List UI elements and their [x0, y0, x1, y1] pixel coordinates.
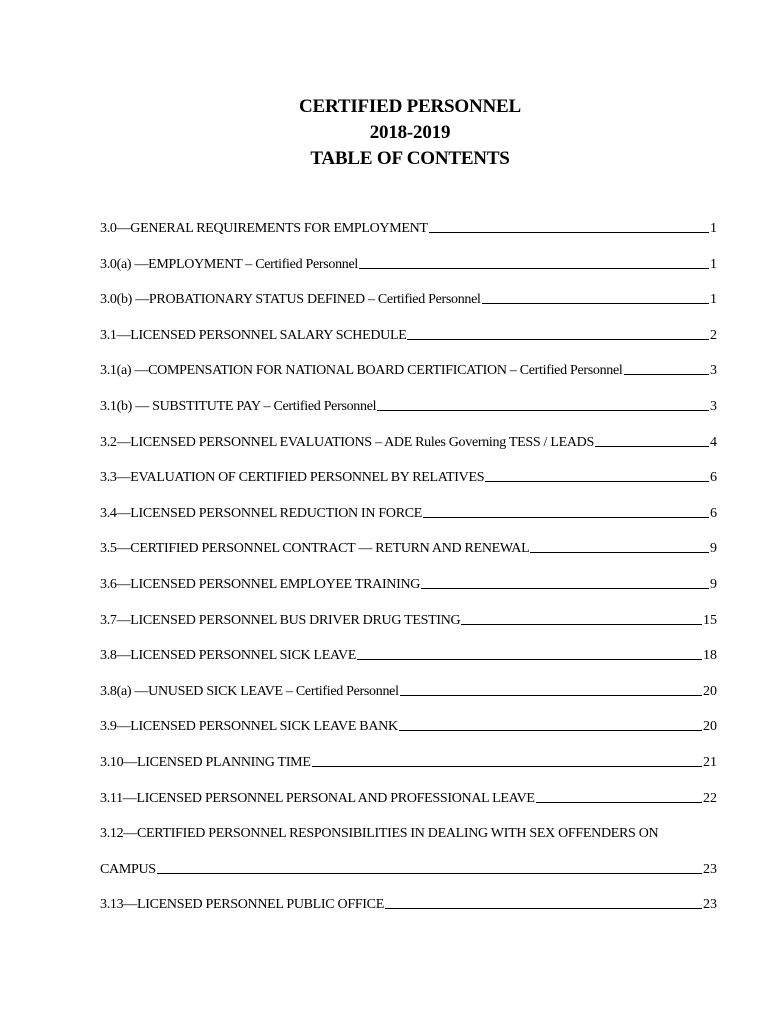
toc-entry-label: 3.0(a) —EMPLOYMENT – Certified Personnel	[100, 256, 358, 272]
toc-entry[interactable]	[100, 609, 717, 629]
toc-entry[interactable]	[100, 466, 717, 486]
toc-entry[interactable]	[100, 573, 717, 593]
toc-entry-page-number: 21	[703, 755, 717, 770]
toc-leader-line	[421, 588, 709, 589]
title-line-2: 2018-2019	[369, 122, 451, 143]
toc-entry[interactable]	[100, 288, 717, 308]
toc-leader-line	[385, 908, 702, 909]
toc-entry[interactable]	[100, 893, 717, 913]
toc-leader-line	[595, 446, 709, 447]
toc-entry-page-number: 22	[703, 790, 717, 806]
toc-leader-line	[423, 517, 709, 518]
toc-entry[interactable]	[100, 431, 717, 451]
toc-entry[interactable]	[100, 253, 717, 273]
toc-entry-label: 3.7—LICENSED PERSONNEL BUS DRIVER DRUG TESTING	[100, 612, 461, 628]
toc-entry-page-number: 18	[703, 648, 717, 664]
toc-entry-label: 3.8(a) —UNUSED SICK LEAVE – Certified Personnel	[100, 683, 399, 699]
toc-entry-label: CAMPUS	[100, 861, 156, 877]
toc-entry[interactable]	[100, 680, 717, 700]
toc-leader-line	[312, 766, 702, 767]
toc-entry[interactable]	[100, 715, 717, 735]
toc-leader-line	[536, 802, 702, 803]
toc-entry-page-number: 9	[710, 541, 717, 557]
toc-entry-page-number: 9	[710, 577, 717, 592]
toc-leader-line	[377, 410, 709, 411]
document-title	[0, 94, 770, 172]
title-line-1: CERTIFIED PERSONNEL	[299, 96, 521, 117]
toc-entry-label: 3.1—LICENSED PERSONNEL SALARY SCHEDULE	[100, 327, 407, 343]
toc-entry-label: 3.10—LICENSED PLANNING TIME	[100, 755, 311, 770]
toc-leader-line	[482, 303, 709, 304]
toc-entry[interactable]	[100, 537, 717, 557]
toc-entry-label: 3.0—GENERAL REQUIREMENTS FOR EMPLOYMENT	[100, 221, 428, 236]
toc-entry-label: 3.9—LICENSED PERSONNEL SICK LEAVE BANK	[100, 719, 398, 735]
toc-entry-page-number: 4	[710, 434, 717, 450]
toc-entry[interactable]	[100, 359, 717, 379]
toc-entry-page-number: 20	[703, 719, 717, 735]
toc-entry[interactable]	[100, 822, 717, 842]
toc-leader-line	[400, 695, 702, 696]
toc-entry-label: 3.0(b) —PROBATIONARY STATUS DEFINED – Certified Personnel	[100, 292, 481, 308]
toc-entry[interactable]	[100, 502, 717, 522]
toc-entry-page-number: 3	[710, 363, 717, 379]
toc-leader-line	[407, 339, 709, 340]
toc-leader-line	[357, 659, 702, 660]
toc-entry-label: 3.5—CERTIFIED PERSONNEL CONTRACT — RETURN AND RENEWAL	[100, 541, 530, 557]
toc-entry-label: 3.13—LICENSED PERSONNEL PUBLIC OFFICE	[100, 897, 384, 913]
toc-entry-label: 3.11—LICENSED PERSONNEL PERSONAL AND PROFESSIONAL LEAVE	[100, 790, 535, 806]
toc-entry-page-number: 6	[710, 470, 717, 486]
toc-entry-label: 3.3—EVALUATION OF CERTIFIED PERSONNEL BY RELATIVES	[100, 470, 485, 486]
toc-leader-line	[429, 232, 709, 233]
toc-entry[interactable]	[100, 858, 717, 878]
toc-entry[interactable]	[100, 324, 717, 344]
toc-entry-page-number: 1	[710, 256, 717, 272]
toc-entry-page-number: 20	[703, 683, 717, 699]
toc-entry-page-number: 15	[703, 612, 717, 628]
toc-entry[interactable]	[100, 787, 717, 807]
toc-entry-page-number: 1	[710, 292, 717, 308]
toc-entry-label: 3.4—LICENSED PERSONNEL REDUCTION IN FORCE	[100, 505, 423, 521]
toc-entry-page-number: 23	[703, 897, 717, 913]
toc-entry-page-number: 6	[710, 505, 717, 521]
toc-entry-label: 3.6—LICENSED PERSONNEL EMPLOYEE TRAINING	[100, 577, 421, 592]
toc-entry-page-number: 23	[703, 861, 717, 877]
toc-entry-page-number: 1	[710, 221, 717, 236]
toc-entry-page-number: 2	[710, 327, 717, 343]
toc-entry-label: 3.1(b) — SUBSTITUTE PAY – Certified Personnel	[100, 399, 377, 414]
toc-entry-label: 3.2—LICENSED PERSONNEL EVALUATIONS – ADE Rules Governing TESS / LEADS	[100, 434, 594, 450]
toc-entry[interactable]	[100, 395, 717, 415]
toc-leader-line	[530, 552, 709, 553]
toc-leader-line	[399, 730, 702, 731]
toc-leader-line	[485, 481, 709, 482]
toc-leader-line	[359, 268, 709, 269]
toc-entry[interactable]	[100, 217, 717, 237]
toc-entry-label: 3.8—LICENSED PERSONNEL SICK LEAVE	[100, 648, 357, 664]
toc-leader-line	[624, 374, 709, 375]
toc-leader-line	[157, 873, 702, 874]
toc-entry[interactable]	[100, 751, 717, 771]
toc-entry-label: 3.12—CERTIFIED PERSONNEL RESPONSIBILITIES IN DEALING WITH SEX OFFENDERS ON	[100, 826, 659, 842]
toc-entry-page-number: 3	[710, 399, 717, 414]
toc-entry-label: 3.1(a) —COMPENSATION FOR NATIONAL BOARD CERTIFICATION – Certified Personnel	[100, 363, 623, 379]
title-line-3: TABLE OF CONTENTS	[310, 148, 510, 169]
toc-entry[interactable]	[100, 644, 717, 664]
toc-leader-line	[461, 624, 702, 625]
